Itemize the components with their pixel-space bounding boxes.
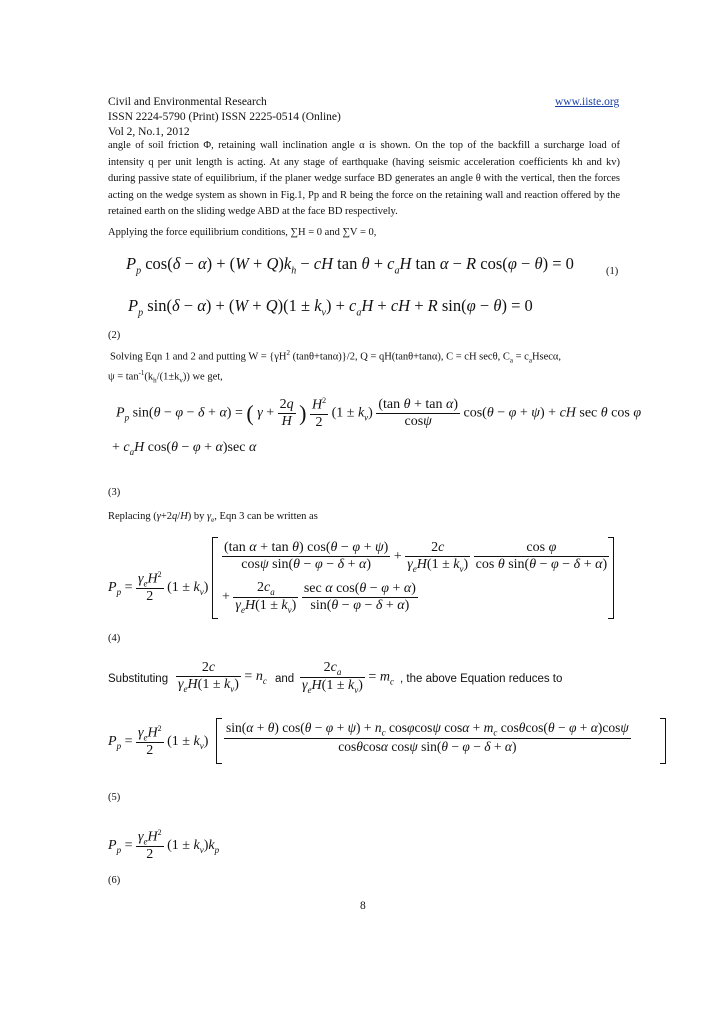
solving-line-1: Solving Eqn 1 and 2 and putting $W = \{\gamma H^2$ (tanθ+tanα)}/2, Q = qH(tanθ+tanα), C = cH secθ, $C_a = c_aHsec\alpha$, <box>110 349 562 365</box>
equation-2: $P_p$ $\sin(\delta - \alpha) + (W + Q)(1 \pm k_v) + c_aH$ + cH + R sin(φ − θ) = 0 <box>128 296 533 319</box>
equation-3-line-2: + $c_aH$ cos(θ − φ + α)sec α <box>112 440 257 457</box>
equation-4-term-1: $\frac{\text{(tan α + tan θ) cos(θ − φ + ψ)}}{\text{cosψ sin(θ − φ − δ + α)}}$ + $\frac{2c}{\gamma_eH(1 \pm k_v)}$ $\frac{\text{cos φ}}{\text{cos θ sin(θ − φ − δ + α)}}$ <box>224 540 608 574</box>
substituting-word: Substituting <box>108 673 169 685</box>
equation-1: $P_p$ $\cos(\delta - \alpha) + (W + Q)k_h$ − cH $\tan \theta + c_aH$ tan α − R cos(φ − θ) = 0 <box>126 254 574 277</box>
equation-6: $P_p$ = $\frac{\gamma_eH^2}{2}$ $(1 \pm k_v)k_p$ <box>108 828 220 863</box>
equation-4-lhs: $P_p$ = $\frac{\gamma_eH^2}{2}$ $(1 \pm k_v)$ <box>108 570 209 605</box>
equation-5-number: (5) <box>108 792 121 803</box>
substitution-mc: $\frac{2c_a}{\gamma_eH(1 \pm k_v)}$ = $m_c$ <box>302 660 394 695</box>
equation-1-number: (1) <box>606 266 619 277</box>
journal-url-link[interactable]: www.iiste.org <box>555 96 620 108</box>
intro-paragraph: angle of soil friction Φ, retaining wall inclination angle α is shown. On the top of the backfill a surcharge load of intensity q per unit length is acting. At any stage of earthquake (having seismic acceleration coefficients kh and kv) during passive state of equilibrium, if the planer wedge surface BD generates an angle θ with the vertical, then the forces acting on the wedge system as shown in Fig.1, Pp and R being the force on the retaining wall and reaction offered by the retained earth on the sliding wedge ABD at the face BD respectively. <box>108 140 620 217</box>
equation-4-number: (4) <box>108 633 121 644</box>
substituting-and: and <box>275 673 295 685</box>
applying-line: Applying the force equilibrium conditions, ∑H = 0 and ∑V = 0, <box>108 227 377 238</box>
journal-volume: Vol 2, No.1, 2012 <box>108 126 190 138</box>
replacing-line: Replacing (γ+2q/H) by $\gamma_e$, Eqn 3 can be written as <box>108 511 318 525</box>
equation-4-term-2: + $\frac{2c_a}{\gamma_eH(1 \pm k_v)}$ $\frac{\text{sec α cos(θ − φ + α)}}{\sin(\theta - \varphi - \delta + \alpha)}$ <box>222 580 416 615</box>
equation-5-right-bracket <box>660 718 666 764</box>
journal-name: Civil and Environmental Research <box>108 96 267 108</box>
substituting-tail: , the above Equation reduces to <box>400 673 563 685</box>
equation-5-fraction: sin(α + θ) $\cos(\theta - \varphi + \psi) + n_c$ cosφcosψ $\cos\alpha + m_c$ cosθcos(θ − φ + α)cosψ cosθcosα cosψ sin(θ − φ − δ + α) <box>226 720 629 754</box>
journal-issn: ISSN 2224-5790 (Print) ISSN 2225-0514 (Online) <box>108 111 341 123</box>
equation-5-lhs: $P_p$ = $\frac{\gamma_eH^2}{2}$ $(1 \pm k_v)$ <box>108 724 209 759</box>
equation-5-left-bracket <box>216 718 222 764</box>
substitution-nc: $\frac{2c}{\gamma_eH(1 \pm k_v)}$ = $n_c$ <box>178 660 267 694</box>
solving-line-2: $\psi = \tan^{-1}(k_h/(1\pm k_v))$ we get, <box>108 369 223 385</box>
equation-4-left-bracket <box>212 537 218 619</box>
equation-3-number: (3) <box>108 487 121 498</box>
page-number: 8 <box>360 900 366 912</box>
equation-6-number: (6) <box>108 875 121 886</box>
equation-3-line-1: $P_p$ sin(θ − φ − δ + α) = ( γ + $\frac{2q}{H}$ ) $\frac{H^2}{2}$ $(1 \pm k_v)$ $\frac{\text{(tan θ + tan α)}}{\cos\psi}$ cos(θ − φ + ψ) + cH sec θ cos φ <box>116 396 642 430</box>
equation-2-number: (2) <box>108 330 121 341</box>
